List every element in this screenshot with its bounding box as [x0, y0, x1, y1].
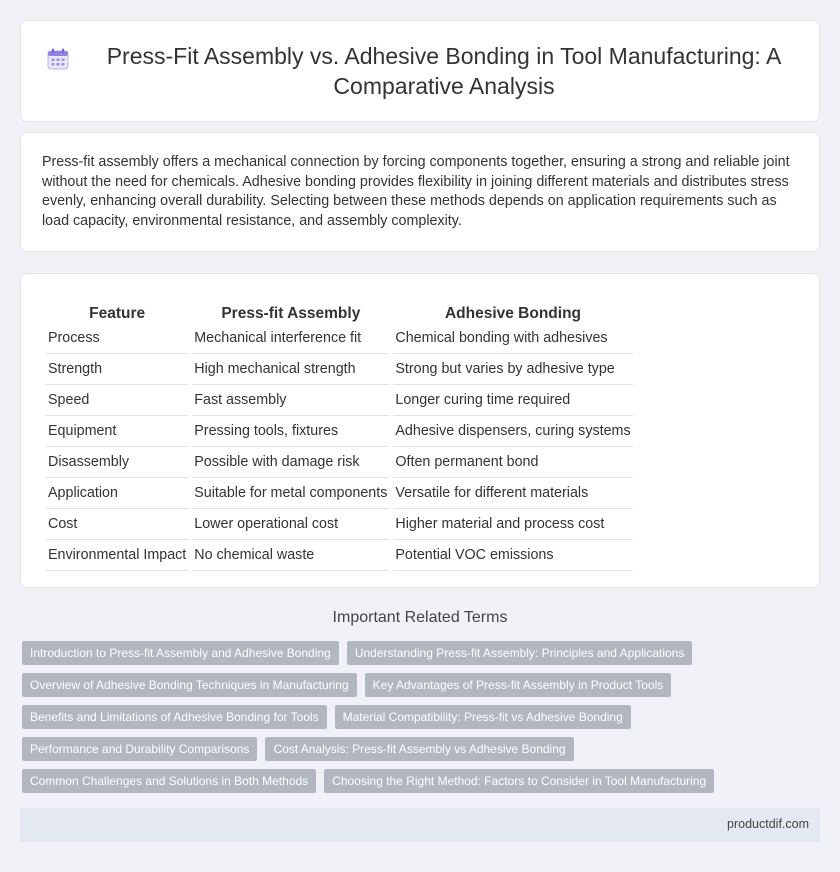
footer-site-link[interactable]: productdif.com	[727, 817, 809, 831]
related-terms-list	[22, 641, 822, 801]
table-cell: Longer curing time required	[393, 385, 632, 416]
related-terms-title: Important Related Terms	[332, 609, 508, 626]
table-cell: Cost	[46, 509, 188, 540]
page-title: Press-Fit Assembly vs. Adhesive Bonding in Tool Manufacturing: A Comparative Analysis	[106, 43, 782, 99]
table-row	[46, 323, 633, 354]
related-term-tag[interactable]: Understanding Press-fit Assembly: Principles and Applications	[347, 641, 693, 665]
intro-card	[20, 132, 820, 252]
table-row	[46, 354, 633, 385]
related-term-tag[interactable]: Choosing the Right Method: Factors to Consider in Tool Manufacturing	[324, 769, 714, 793]
table-row	[46, 478, 633, 509]
table-cell: Higher material and process cost	[393, 509, 632, 540]
related-term-tag[interactable]: Overview of Adhesive Bonding Techniques in Manufacturing	[22, 673, 357, 697]
table-cell: Versatile for different materials	[393, 478, 632, 509]
intro-paragraph: Press-fit assembly offers a mechanical connection by forcing components together, ensuring a strong and reliable joint without the need for chemicals. Adhesive bonding provides flexibility in joining different materials and distributes stress evenly, enhancing overall durability. Selecting between these methods depends on application requirements such as load capacity, environmental resistance, and assembly complexity.	[42, 154, 790, 229]
related-term-tag[interactable]: Cost Analysis: Press-fit Assembly vs Adhesive Bonding	[265, 737, 573, 761]
table-row	[46, 509, 633, 540]
table-cell: Pressing tools, fixtures	[192, 416, 389, 447]
table-cell: Strong but varies by adhesive type	[393, 354, 632, 385]
table-cell: Process	[46, 323, 188, 354]
related-term-tag[interactable]: Performance and Durability Comparisons	[22, 737, 257, 761]
table-cell: Strength	[46, 354, 188, 385]
related-term-tag[interactable]: Material Compatibility: Press-fit vs Adhesive Bonding	[335, 705, 631, 729]
table-cell: High mechanical strength	[192, 354, 389, 385]
related-term-tag[interactable]: Common Challenges and Solutions in Both Methods	[22, 769, 316, 793]
column-header-feature: Feature	[89, 305, 146, 322]
related-term-tag[interactable]: Key Advantages of Press-fit Assembly in Product Tools	[365, 673, 672, 697]
table-cell: Fast assembly	[192, 385, 389, 416]
column-header-adhesive: Adhesive Bonding	[444, 305, 582, 322]
title-card	[20, 20, 820, 122]
related-term-tag[interactable]: Introduction to Press-fit Assembly and Adhesive Bonding	[22, 641, 339, 665]
comparison-card	[20, 273, 820, 588]
table-cell: Suitable for metal components	[192, 478, 389, 509]
table-cell: Mechanical interference fit	[192, 323, 389, 354]
table-cell: Chemical bonding with adhesives	[393, 323, 632, 354]
table-cell: Disassembly	[46, 447, 188, 478]
column-header-press-fit: Press-fit Assembly	[221, 305, 361, 322]
table-row	[46, 385, 633, 416]
table-header-row	[46, 295, 633, 323]
table-row	[46, 540, 633, 571]
table-cell: Environmental Impact	[46, 540, 188, 571]
table-cell: Speed	[46, 385, 188, 416]
table-cell: Application	[46, 478, 188, 509]
table-cell: Equipment	[46, 416, 188, 447]
table-cell: Lower operational cost	[192, 509, 389, 540]
related-term-tag[interactable]: Benefits and Limitations of Adhesive Bonding for Tools	[22, 705, 327, 729]
table-row	[46, 447, 633, 478]
footer	[20, 808, 820, 842]
table-cell: No chemical waste	[192, 540, 389, 571]
table-cell: Potential VOC emissions	[393, 540, 632, 571]
table-cell: Adhesive dispensers, curing systems	[393, 416, 632, 447]
table-cell: Often permanent bond	[393, 447, 632, 478]
table-row	[46, 416, 633, 447]
table-cell: Possible with damage risk	[192, 447, 389, 478]
comparison-table	[42, 295, 637, 571]
